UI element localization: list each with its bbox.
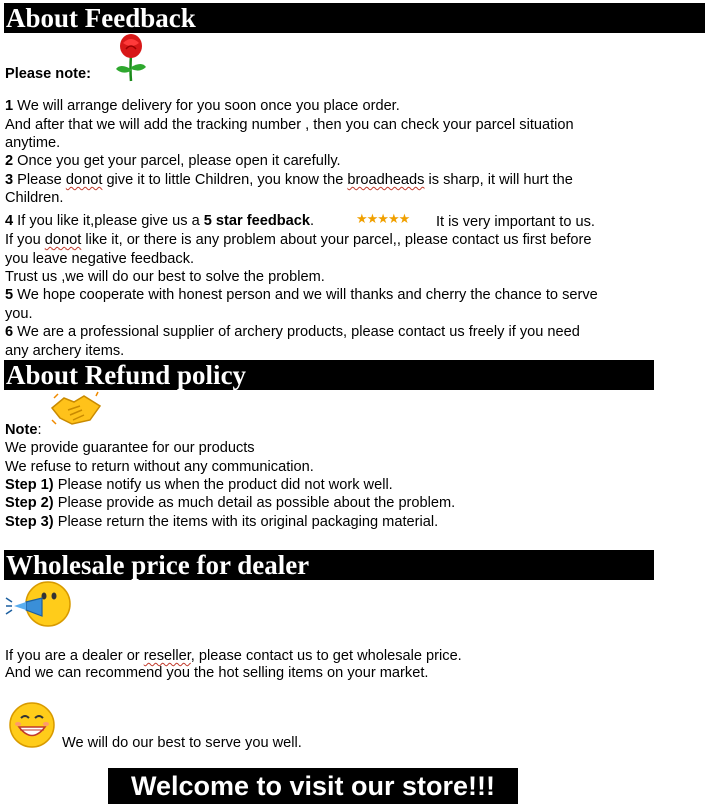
rose-icon	[112, 33, 150, 83]
feedback-line-2: 2 Once you get your parcel, please open it carefully.	[5, 153, 341, 169]
welcome-banner	[108, 768, 518, 804]
wholesale-line-3: We will do our best to serve you well.	[62, 735, 302, 751]
refund-line-2: We refuse to return without any communication.	[5, 459, 314, 475]
feedback-line-6: 6 We are a professional supplier of archery products, please contact us freely if you need	[5, 324, 580, 340]
shouting-smiley-icon	[4, 578, 72, 630]
refund-step-2: Step 2) Please provide as much detail as possible about the problem.	[5, 495, 456, 511]
feedback-title: About Feedback	[6, 3, 196, 33]
feedback-line-4d: Trust us ,we will do our best to solve the problem.	[5, 269, 325, 285]
feedback-line-1: 1 We will arrange delivery for you soon once you place order.	[5, 98, 400, 114]
refund-header	[4, 360, 654, 390]
feedback-line-6b: any archery items.	[5, 343, 125, 359]
feedback-note-label: Please note:	[5, 66, 91, 82]
feedback-line-4c: you leave negative feedback.	[5, 251, 195, 267]
feedback-line-5: 5 We hope cooperate with honest person and we will thanks and cherry the chance to serve	[5, 287, 598, 303]
feedback-line-1b: And after that we will add the tracking number , then you can check your parcel situation	[5, 117, 574, 133]
refund-step-3: Step 3) Please return the items with its original packaging material.	[5, 514, 439, 530]
feedback-line-4-tail: It is very important to us.	[436, 214, 595, 230]
feedback-line-3: 3 Please donot give it to little Children, you know the broadheads is sharp, it will hurt the	[5, 172, 573, 188]
wholesale-line-2: And we can recommend you the hot selling items on your market.	[5, 665, 429, 681]
refund-title: About Refund policy	[6, 360, 247, 390]
refund-step-1: Step 1) Please notify us when the product did not work well.	[5, 477, 393, 493]
grinning-smiley-icon	[4, 700, 58, 750]
feedback-line-5b: you.	[5, 306, 33, 322]
welcome-banner-text: Welcome to visit our store!!!	[130, 771, 496, 801]
refund-line-1: We provide guarantee for our products	[5, 440, 255, 456]
wholesale-line-1: If you are a dealer or reseller, please contact us to get wholesale price.	[5, 648, 462, 664]
wholesale-title: Wholesale price for dealer	[6, 550, 310, 580]
feedback-line-1c: anytime.	[5, 135, 61, 151]
refund-note: Note:	[5, 422, 42, 438]
feedback-line-3b: Children.	[5, 190, 64, 206]
handshake-icon	[50, 390, 102, 428]
feedback-line-4: 4 If you like it,please give us a 5 star feedback.	[5, 213, 315, 229]
wholesale-header	[4, 550, 654, 580]
feedback-header	[4, 3, 705, 33]
star-rating-icon: ★★★★★	[356, 211, 410, 226]
feedback-line-4b: If you donot like it, or there is any problem about your parcel,, please contact us first before	[5, 232, 592, 248]
